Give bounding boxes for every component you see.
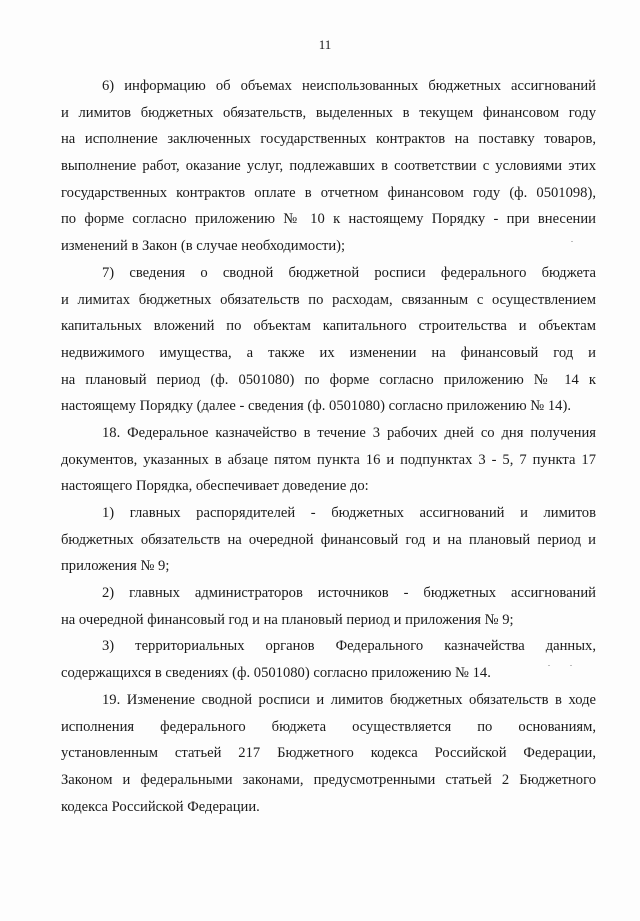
- text-line: и лимитов бюджетных обязательств, выделенных в текущем финансовом году: [61, 104, 596, 121]
- text-line: документов, указанных в абзаце пятом пункта 16 и подпунктах 3 - 5, 7 пункта 17: [61, 451, 596, 468]
- text-line: кодекса Российской Федерации.: [61, 798, 260, 815]
- text-line: установленным статьей 217 Бюджетного кодекса Российской Федерации,: [61, 745, 596, 762]
- text-line: бюджетных обязательств на очередной финансовый год и на плановый период и: [61, 531, 596, 548]
- text-line: настоящему Порядку (далее - сведения (ф. 0501080) согласно приложению № 14).: [61, 398, 571, 415]
- text-line: на исполнение заключенных государственных контрактов на поставку товаров,: [61, 131, 596, 148]
- text-line: содержащихся в сведениях (ф. 0501080) согласно приложению № 14.: [61, 665, 491, 682]
- text-line: 2) главных администраторов источников - бюджетных ассигнований: [102, 585, 596, 602]
- text-line: 18. Федеральное казначейство в течение 3 рабочих дней со дня получения: [102, 424, 596, 441]
- page-number: 11: [318, 37, 332, 52]
- text-line: настоящего Порядка, обеспечивает доведение до:: [61, 478, 369, 495]
- text-line: 19. Изменение сводной росписи и лимитов бюджетных обязательств в ходе: [102, 691, 596, 708]
- text-line: государственных контрактов оплате в отчетном финансовом году (ф. 0501098),: [61, 184, 596, 201]
- text-line: на плановый период (ф. 0501080) по форме согласно приложению № 14 к: [61, 371, 596, 388]
- text-line: на очередной финансовый год и на плановый период и приложения № 9;: [61, 611, 514, 628]
- text-line: 6) информацию об объемах неиспользованных бюджетных ассигнований: [102, 78, 596, 94]
- text-line: и лимитах бюджетных обязательств по расходам, связанным с осуществлением: [61, 291, 596, 308]
- text-line: по форме согласно приложению № 10 к настоящему Порядку - при внесении: [61, 211, 596, 228]
- document-body: [61, 73, 596, 820]
- text-line: исполнения федерального бюджета осуществляется по основаниям,: [61, 718, 596, 735]
- scan-speck: [571, 241, 573, 242]
- text-line: выполнение работ, оказание услуг, подлежавших в соответствии с условиями этих: [61, 158, 596, 175]
- text-line: приложения № 9;: [61, 558, 170, 575]
- scan-speck: [570, 665, 572, 666]
- text-line: изменений в Закон (в случае необходимости);: [61, 238, 346, 255]
- text-line: капитальных вложений по объектам капитального строительства и объектам: [61, 318, 596, 335]
- text-line: 3) территориальных органов Федерального казначейства данных,: [102, 638, 596, 655]
- text-line: 1) главных распорядителей - бюджетных ассигнований и лимитов: [102, 505, 596, 521]
- scan-speck: [548, 665, 550, 666]
- text-line: недвижимого имущества, а также их изменении на финансовый год и: [61, 344, 596, 361]
- text-line: 7) сведения о сводной бюджетной росписи федерального бюджета: [102, 264, 596, 281]
- text-line: Законом и федеральными законами, предусмотренными статьей 2 Бюджетного: [61, 771, 596, 788]
